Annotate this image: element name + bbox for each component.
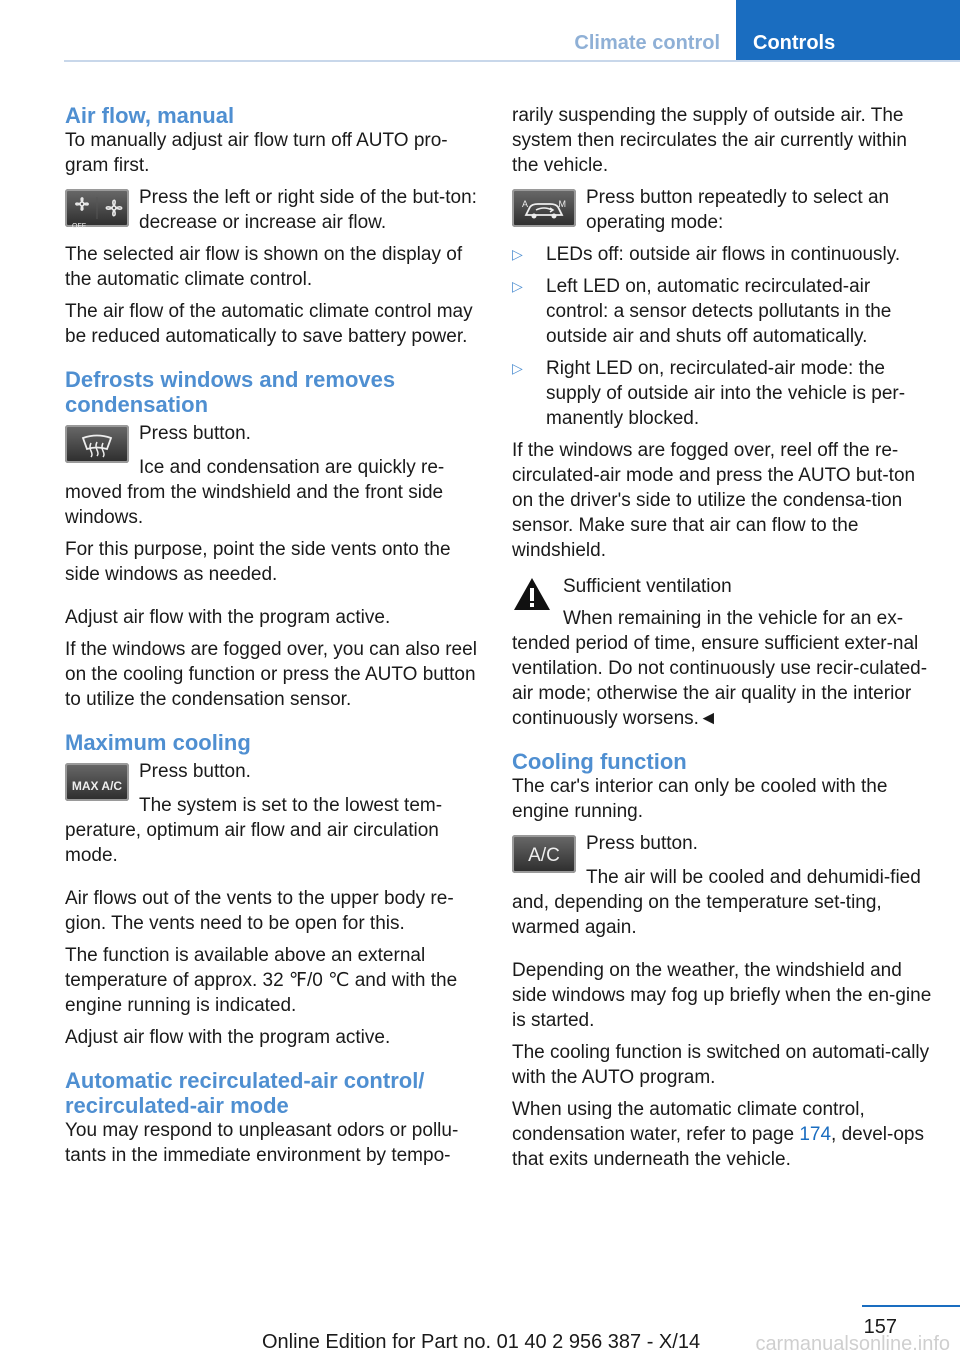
button-instruction — [65, 185, 485, 235]
ac-button-icon — [512, 835, 576, 873]
paragraph: The car's interior can only be cooled with the engine running. — [512, 776, 888, 822]
button-instruction-text: Press button. — [139, 423, 251, 444]
header-chapter-tab: Controls — [736, 0, 960, 62]
button-instruction-text: Press button. — [139, 761, 251, 782]
page-number: 157 — [863, 1316, 897, 1338]
heading-cooling-function: Cooling function — [512, 749, 687, 774]
left-column — [65, 103, 485, 1175]
max-ac-button-icon — [65, 763, 129, 801]
edition-note: Online Edition for Part no. 01 40 2 956 387 - X/14 — [262, 1331, 701, 1353]
bullet-icon: ▷ — [512, 246, 523, 262]
button-instruction — [65, 759, 485, 793]
button-instruction-text: Press the left or right side of the but‐ton: decrease or increase air flow. — [139, 187, 477, 233]
warning-triangle-icon — [512, 576, 552, 612]
list-item: ▷ Right LED on, recirculated-air mode: the supply of outside air into the vehicle is per‐manently blocked. — [512, 358, 906, 429]
paragraph: Adjust air flow with the program active. — [65, 607, 391, 628]
paragraph: The selected air flow is shown on the display of the automatic climate control. — [65, 244, 463, 290]
off-label: OFF — [72, 223, 86, 230]
led-label-m: M — [558, 199, 566, 209]
paragraph: If the windows are fogged over, you can also reel on the cooling function or press the AUTO button to utilize the condensation sensor. — [65, 639, 477, 710]
bullet-icon: ▷ — [512, 360, 523, 376]
button-instruction — [512, 831, 932, 866]
heading-recirculated-air: Automatic recirculated-air control/ recirculated-air mode — [65, 1068, 425, 1118]
header-rule — [64, 60, 960, 62]
ac-label: A/C — [528, 845, 560, 866]
paragraph: The cooling function is switched on automati‐cally with the AUTO program. — [512, 1042, 930, 1088]
paragraph: rarily suspending the supply of outside air. The system then recirculates the air currently within the vehicle. — [512, 105, 907, 176]
button-instruction-text: Press button repeatedly to select an operating mode: — [586, 187, 890, 233]
paragraph: The system is set to the lowest tem‐perature, optimum air flow and air circulation mode. — [65, 795, 443, 866]
page-header — [0, 0, 960, 62]
heading-air-flow-manual: Air flow, manual — [65, 103, 235, 128]
list-item: ▷ LEDs off: outside air flows in continuously. — [512, 244, 901, 265]
paragraph: You may respond to unpleasant odors or pollu‐tants in the immediate environment by tempo‐ — [65, 1120, 459, 1166]
warning-title: Sufficient ventilation — [563, 576, 732, 597]
paragraph: When using the automatic climate control, condensation water, refer to page 174, devel‐ops that exits underneath the vehicle. — [512, 1099, 924, 1170]
fan-button-icon — [65, 189, 129, 230]
header-section-title: Climate control — [574, 32, 720, 54]
page-link-174[interactable]: 174 — [799, 1124, 832, 1145]
led-label-a: A — [522, 199, 529, 209]
paragraph: If the windows are fogged over, reel off the re‐circulated-air mode and press the AUTO but‐ton on the driver's side to utilize the condensa‐tion sensor. Make sure that air can flow to the windshield. — [512, 440, 916, 561]
button-instruction-text: Press button. — [586, 833, 698, 854]
paragraph: Ice and condensation are quickly re‐moved from the windshield and the front side windows. — [65, 457, 445, 528]
paragraph: The air flow of the automatic climate control may be reduced automatically to save battery power. — [65, 301, 473, 347]
paragraph: To manually adjust air flow turn off AUTO pro‐gram first. — [65, 130, 448, 176]
paragraph: Adjust air flow with the program active. — [65, 1027, 391, 1048]
paragraph: Depending on the weather, the windshield and side windows may fog up briefly when the en‐gine is started. — [512, 960, 932, 1031]
heading-maximum-cooling: Maximum cooling — [65, 730, 251, 755]
recirculation-button-icon — [512, 189, 576, 227]
heading-defrost: Defrosts windows and removes condensation — [65, 367, 396, 417]
defrost-button-icon — [65, 425, 129, 463]
button-instruction — [512, 185, 932, 235]
watermark: carmanualsonline.info — [755, 1333, 950, 1355]
max-ac-label: MAX A/C — [71, 779, 123, 793]
paragraph: For this purpose, point the side vents onto the side windows as needed. — [65, 539, 451, 585]
paragraph: The air will be cooled and dehumidi‐fied and, depending on the temperature set‐ting, warmed again. — [512, 867, 921, 938]
right-column — [512, 103, 932, 1179]
footer-rule — [862, 1305, 960, 1307]
paragraph: Air flows out of the vents to the upper body re‐gion. The vents need to be open for this. — [65, 888, 454, 934]
bullet-icon: ▷ — [512, 278, 523, 294]
button-instruction — [65, 421, 485, 451]
warning-note — [512, 574, 932, 614]
warning-text: When remaining in the vehicle for an ex‐tended period of time, ensure sufficient exter‐nal ventilation. Do not continuously use recir‐culated-air mode; otherwise the air quality in the interior continuously worsens.◄ — [512, 608, 928, 729]
operating-modes-list — [512, 242, 932, 431]
paragraph: The function is available above an external temperature of approx. 32 ℉/0 ℃ and with the engine running is indicated. — [65, 945, 458, 1016]
list-item: ▷ Left LED on, automatic recirculated-air control: a sensor detects pollutants in the outside air and shuts off automatically. — [512, 276, 892, 347]
